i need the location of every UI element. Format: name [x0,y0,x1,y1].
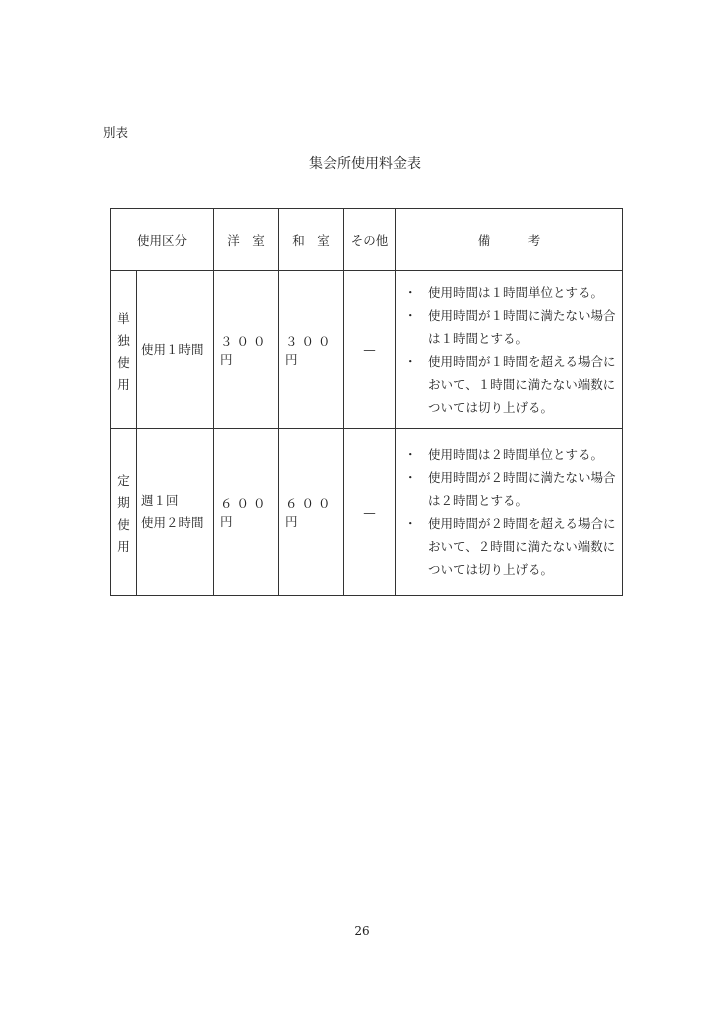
bullet-icon: ・ [404,307,417,323]
category-char: 定 [117,473,130,488]
other-price: — [344,429,396,596]
western-room-price: ６００円 [214,429,279,596]
bullet-icon: ・ [404,353,417,369]
remarks-cell [396,429,623,596]
remark-text: 使用時間が１時間を超える場合において、１時間に満たない端数については切り上げる。 [428,353,616,415]
remark-text: 使用時間が１時間に満たない場合は１時間とする。 [428,307,616,346]
header-usage-category: 使用区分 [111,209,214,271]
remark-text: 使用時間が２時間を超える場合において、２時間に満たない端数については切り上げる。 [428,516,616,577]
remark-text: 使用時間は１時間単位とする。 [428,284,604,300]
table-header-row [111,209,623,271]
remarks-cell [396,271,623,429]
table-row [111,271,623,429]
other-price: — [344,271,396,429]
category-char: 用 [117,539,130,554]
category-char: 独 [117,332,130,348]
remark-item [400,443,618,466]
remark-item [400,304,618,350]
header-western-room: 洋 室 [214,209,279,271]
header-japanese-room: 和 室 [279,209,344,271]
header-other: その他 [344,209,396,271]
category-cell [111,429,137,596]
category-char: 使 [117,354,130,370]
remark-item [400,281,618,304]
category-char: 期 [117,495,130,510]
japanese-room-price: ６００円 [279,429,344,596]
remark-item [400,350,618,419]
bullet-icon: ・ [404,516,417,531]
bullet-icon: ・ [404,470,417,485]
remark-item [400,512,618,581]
usage-cell [137,429,214,596]
page-number: 26 [354,924,370,938]
usage-line: 使用２時間 [141,515,204,530]
remark-text: 使用時間が２時間に満たない場合は２時間とする。 [428,470,616,508]
bullet-icon: ・ [404,284,417,300]
category-char: 使 [117,517,130,532]
appendix-label: 別表 [103,125,129,140]
remark-item [400,466,618,512]
header-remarks: 備 考 [396,209,623,271]
fee-table [110,208,623,596]
remark-text: 使用時間は２時間単位とする。 [428,447,604,462]
usage-cell [137,271,214,429]
document-title: 集会所使用料金表 [309,156,421,172]
category-char: 単 [117,310,130,326]
table-row [111,429,623,596]
bullet-icon: ・ [404,447,417,462]
western-room-price: ３００円 [214,271,279,429]
usage-line: 使用１時間 [141,341,204,357]
usage-line: 週１回 [141,493,179,508]
japanese-room-price: ３００円 [279,271,344,429]
category-cell [111,271,137,429]
category-char: 用 [117,376,130,392]
